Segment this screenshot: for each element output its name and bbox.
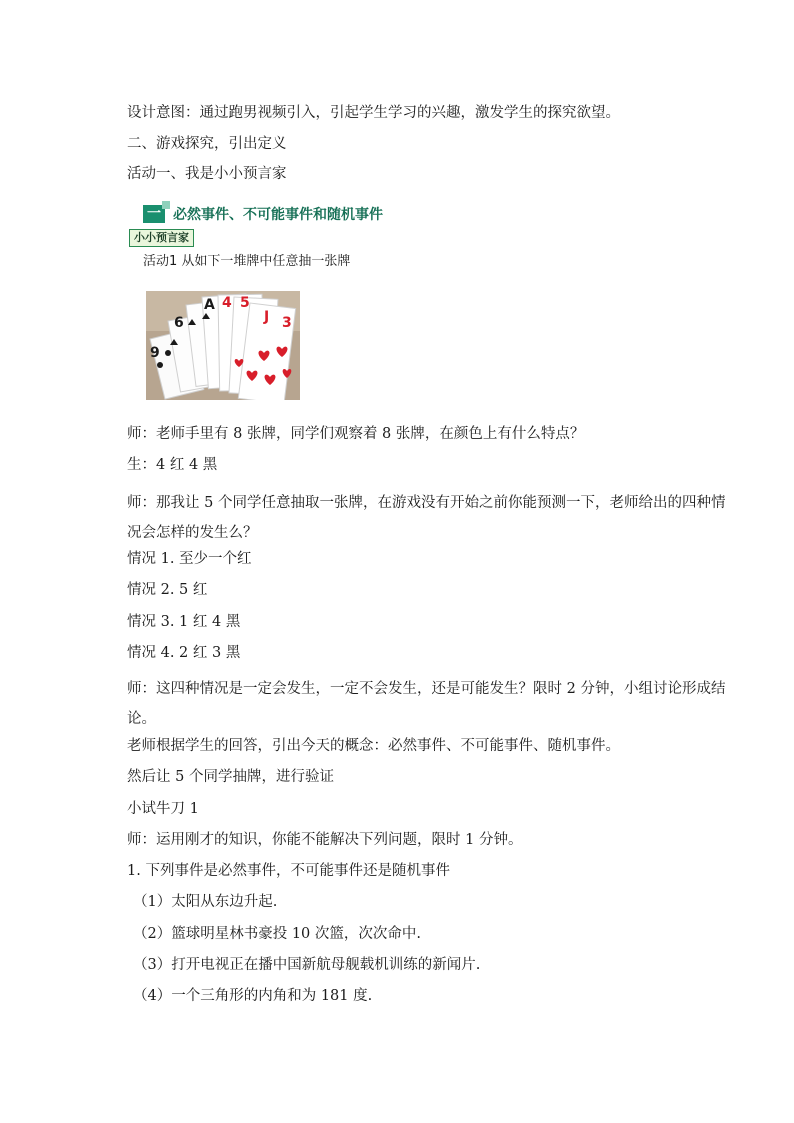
case-line: 情况 2. 5 红 (127, 582, 208, 598)
design-intent-paragraph: 设计意图：通过跑男视频引入，引起学生学习的兴趣，激发学生的探究欲望。 (127, 105, 620, 121)
question-item: （4）一个三角形的内角和为 181 度. (133, 988, 373, 1004)
exercise-heading: 小试牛刀 1 (127, 801, 199, 817)
card-index-3: 3 (282, 315, 292, 331)
dialogue-line: 师：老师手里有 8 张牌，同学们观察着 8 张牌，在颜色上有什么特点？ (127, 426, 585, 442)
case-line: 情况 1. 至少一个红 (127, 551, 252, 567)
case-line: 情况 4. 2 红 3 黑 (127, 645, 241, 661)
playing-cards-photo (146, 291, 300, 400)
card-index-6: 6 (174, 315, 184, 331)
card-index-4: 4 (222, 295, 232, 311)
question-item: （2）篮球明星林书豪投 10 次篮，次次命中. (133, 926, 422, 942)
section-title: 必然事件、不可能事件和随机事件 (173, 207, 383, 223)
cards-illustration (146, 291, 300, 400)
dialogue-line: 师：运用刚才的知识，你能不能解决下列问题，限时 1 分钟。 (127, 832, 523, 848)
section-heading: 二、游戏探究，引出定义 (127, 136, 287, 152)
sub-tag-label: 小小预言家 (129, 229, 194, 247)
activity-line (143, 253, 350, 271)
card-index-5: 5 (240, 295, 250, 311)
card-index-a: A (204, 297, 215, 313)
section-number-badge: 一 (143, 205, 165, 223)
dialogue-line: 然后让 5 个同学抽牌，进行验证 (127, 769, 334, 785)
activity-heading: 活动一、我是小小预言家 (127, 166, 287, 182)
card-index-j: J (264, 309, 270, 325)
activity-text: 从如下一堆牌中任意抽一张牌 (181, 254, 351, 269)
figure-section-header (143, 203, 383, 225)
question-prompt: 1. 下列事件是必然事件，不可能事件还是随机事件 (127, 863, 450, 879)
dialogue-line: 师：那我让 5 个同学任意抽取一张牌，在游戏没有开始之前你能预测一下，老师给出的四种情况会怎样的发生么？ (127, 495, 726, 541)
dialogue-line: 生：4 红 4 黑 (127, 457, 218, 473)
question-item: （3）打开电视正在播中国新航母舰载机训练的新闻片. (133, 957, 481, 973)
dialogue-line: 老师根据学生的回答，引出今天的概念：必然事件、不可能事件、随机事件。 (127, 738, 620, 754)
dialogue-line: 师：这四种情况是一定会发生，一定不会发生，还是可能发生？限时 2 分钟，小组讨论形成结论。 (127, 681, 726, 727)
card-index-9: 9 (150, 345, 160, 361)
question-item: （1）太阳从东边升起. (133, 894, 278, 910)
case-line: 情况 3. 1 红 4 黑 (127, 614, 241, 630)
activity-label: 活动1 (143, 254, 178, 269)
